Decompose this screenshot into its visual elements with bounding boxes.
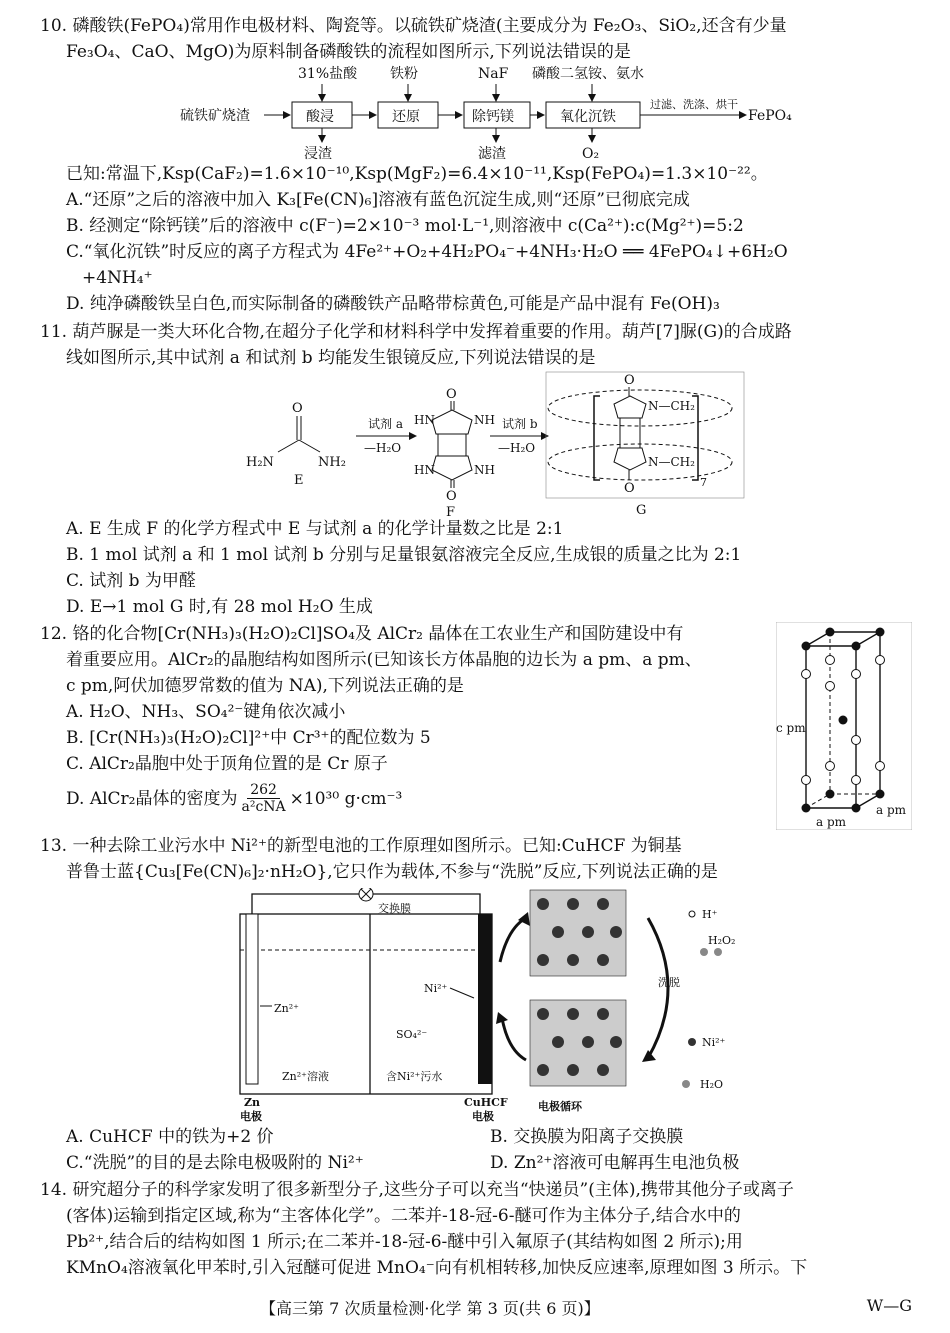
flow-step-1: 酸浸 <box>306 109 334 125</box>
svg-text:洗脱: 洗脱 <box>658 976 680 989</box>
q11-synthesis-figure <box>240 370 750 518</box>
q12-stem-line3: c pm,阿伏加德罗常数的值为 NA),下列说法正确的是 <box>66 676 464 696</box>
q13-stem-line1: 13. 一种去除工业污水中 Ni²⁺的新型电池的工作原理如图所示。已知:CuHCF 为铜基 <box>40 836 682 856</box>
q13-option-a: A. CuHCF 中的铁为+2 价 <box>66 1127 274 1147</box>
svg-text:a pm: a pm <box>816 815 847 829</box>
q14-line2: (客体)运输到指定区域,称为“主客体化学”。二苯并-18-冠-6-醚可作为主体分子,结合水中的 <box>66 1206 741 1226</box>
q14-line3: Pb²⁺,结合后的结构如图 1 所示;在二苯并-18-冠-6-醚中引入氟原子(其结构如图 2 所示);用 <box>66 1232 743 1252</box>
q13-option-c: C.“洗脱”的目的是去除电极吸附的 Ni²⁺ <box>66 1153 364 1173</box>
q12-option-b: B. [Cr(NH₃)₃(H₂O)₂Cl]²⁺中 Cr³⁺的配位数为 5 <box>66 728 431 748</box>
q12-option-c: C. AlCr₂晶胞中处于顶角位置的是 Cr 原子 <box>66 754 388 774</box>
svg-text:HN: HN <box>414 463 435 477</box>
flow-input-1: 31%盐酸 <box>298 66 358 82</box>
q11-option-b: B. 1 mol 试剂 a 和 1 mol 试剂 b 分别与足量银氨溶液完全反应,生成银的质量之比为 2:1 <box>66 545 742 565</box>
q11-stem-line2: 线如图所示,其中试剂 a 和试剂 b 均能发生银镜反应,下列说法错误的是 <box>66 348 596 368</box>
label-f: F <box>446 505 456 518</box>
flow-output-1: 浸渣 <box>304 146 332 160</box>
svg-text:NH: NH <box>474 463 495 477</box>
q14-line4: KMnO₄溶液氧化甲苯时,引入冠醚可促进 MnO₄⁻向有机相转移,加快反应速率,原理如图 3 所示。下 <box>66 1258 808 1278</box>
flow-final-op: 过滤、洗涤、烘干 <box>650 98 738 111</box>
q13-stem-line2: 普鲁士蓝{Cu₃[Fe(CN)₆]₂·nH₂O},它只作为载体,不参与“洗脱”反应,下列说法正确的是 <box>66 862 718 882</box>
q11-stem-line1: 11. 葫芦脲是一类大环化合物,在超分子化学和材料科学中发挥着重要的作用。葫芦[7]脲(G)的合成路 <box>40 322 792 342</box>
svg-text:SO₄²⁻: SO₄²⁻ <box>396 1028 428 1041</box>
svg-text:—H₂O: —H₂O <box>364 441 402 455</box>
q13-battery-figure <box>238 888 748 1124</box>
q12-unit-cell-figure <box>776 622 912 830</box>
svg-text:试剂 a: 试剂 a <box>368 417 403 431</box>
svg-text:O: O <box>292 401 303 416</box>
q11-option-c: C. 试剂 b 为甲醛 <box>66 571 196 591</box>
flow-output-3: O₂ <box>582 146 600 160</box>
label-g: G <box>636 503 647 518</box>
svg-text:CuHCF: CuHCF <box>464 1096 508 1109</box>
svg-text:Zn²⁺: Zn²⁺ <box>274 1002 299 1015</box>
svg-text:O: O <box>446 489 457 504</box>
q12-stem-line1: 12. 铬的化合物[Cr(NH₃)₃(H₂O)₂Cl]SO₄及 AlCr₂ 晶体在工农业生产和国防建设中有 <box>40 624 684 644</box>
svg-text:N—CH₂: N—CH₂ <box>648 399 695 413</box>
svg-text:NH₂: NH₂ <box>318 455 346 470</box>
q13-option-b: B. 交换膜为阳离子交换膜 <box>490 1127 684 1147</box>
flow-input-2: 铁粉 <box>390 66 418 82</box>
svg-text:Ni²⁺: Ni²⁺ <box>424 982 448 995</box>
svg-text:7: 7 <box>700 476 707 489</box>
svg-text:c pm: c pm <box>776 721 806 735</box>
svg-text:H⁺: H⁺ <box>702 908 718 921</box>
q10-known: 已知:常温下,Ksp(CaF₂)=1.6×10⁻¹⁰,Ksp(MgF₂)=6.4×10⁻¹¹,Ksp(FePO₄)=1.3×10⁻²²。 <box>66 164 768 184</box>
q13-option-d: D. Zn²⁺溶液可电解再生电池负极 <box>490 1153 740 1173</box>
q10-option-b: B. 经测定“除钙镁”后的溶液中 c(F⁻)=2×10⁻³ mol·L⁻¹,则溶液中 c(Ca²⁺):c(Mg²⁺)=5:2 <box>66 216 744 236</box>
svg-text:H₂O: H₂O <box>700 1078 724 1091</box>
q10-option-c-line1: C.“氧化沉铁”时反应的离子方程式为 4Fe²⁺+O₂+4H₂PO₄⁻+4NH₃·H₂O ══ 4FePO₄↓+6H₂O <box>66 242 788 262</box>
q10-option-c-line2: +4NH₄⁺ <box>82 268 153 288</box>
q10-stem-line2: Fe₃O₄、CaO、MgO)为原料制备磷酸铁的流程如图所示,下列说法错误的是 <box>66 42 631 62</box>
flow-step-3: 除钙镁 <box>472 109 514 125</box>
q11-option-d: D. E→1 mol G 时,有 28 mol H₂O 生成 <box>66 597 373 617</box>
svg-text:Zn²⁺溶液: Zn²⁺溶液 <box>282 1070 329 1083</box>
svg-text:O: O <box>624 481 635 496</box>
svg-text:交换膜: 交换膜 <box>378 902 411 915</box>
svg-text:—H₂O: —H₂O <box>498 441 536 455</box>
q10-stem-line1: 10. 磷酸铁(FePO₄)常用作电极材料、陶瓷等。以硫铁矿烧渣(主要成分为 Fe₂O₃、SiO₂,还含有少量 <box>40 16 787 36</box>
svg-text:含Ni²⁺污水: 含Ni²⁺污水 <box>386 1070 443 1083</box>
q10-option-a: A.“还原”之后的溶液中加入 K₃[Fe(CN)₆]溶液有蓝色沉淀生成,则“还原”已彻底完成 <box>66 190 690 210</box>
q11-option-a: A. E 生成 F 的化学方程式中 E 与试剂 a 的化学计量数之比是 2:1 <box>66 519 564 539</box>
svg-text:Zn: Zn <box>244 1096 261 1109</box>
label-e: E <box>294 473 304 488</box>
svg-text:O: O <box>446 387 457 402</box>
flow-input-4: 磷酸二氢铵、氨水 <box>532 66 644 82</box>
q12-option-a: A. H₂O、NH₃、SO₄²⁻键角依次减小 <box>66 702 346 722</box>
svg-text:HN: HN <box>414 413 435 427</box>
svg-text:a pm: a pm <box>876 803 907 817</box>
q10-flowchart <box>180 64 820 160</box>
q14-line1: 14. 研究超分子的科学家发明了很多新型分子,这些分子可以充当“快递员”(主体),携带其他分子或离子 <box>40 1180 794 1200</box>
flow-step-4: 氧化沉铁 <box>560 109 616 125</box>
svg-text:试剂 b: 试剂 b <box>502 417 538 431</box>
flow-input-3: NaF <box>478 66 509 82</box>
svg-text:N—CH₂: N—CH₂ <box>648 455 695 469</box>
footer-center: 【高三第 7 次质量检测·化学 第 3 页(共 6 页)】 <box>260 1299 600 1318</box>
footer-right: W—G <box>866 1296 912 1315</box>
svg-text:电极: 电极 <box>472 1110 494 1123</box>
svg-text:Ni²⁺: Ni²⁺ <box>702 1036 726 1049</box>
flow-step-2: 还原 <box>392 109 420 125</box>
svg-text:O: O <box>624 373 635 388</box>
svg-text:电极: 电极 <box>240 1110 262 1123</box>
q12-stem-line2: 着重要应用。AlCr₂的晶胞结构如图所示(已知该长方体晶胞的边长为 a pm、a pm、 <box>66 650 702 670</box>
flow-product: FePO₄ <box>748 108 792 124</box>
flow-start: 硫铁矿烧渣 <box>180 108 250 124</box>
svg-text:H₂O₂: H₂O₂ <box>708 934 736 947</box>
flow-output-2: 滤渣 <box>478 146 506 160</box>
q10-option-d: D. 纯净磷酸铁呈白色,而实际制备的磷酸铁产品略带棕黄色,可能是产品中混有 Fe(OH)₃ <box>66 294 720 314</box>
svg-text:H₂N: H₂N <box>246 455 274 470</box>
q12-option-d: D. AlCr₂晶体的密度为 262 a²cNA ×10³⁰ g·cm⁻³ <box>66 782 403 815</box>
svg-text:电极循环: 电极循环 <box>538 1100 582 1113</box>
svg-text:NH: NH <box>474 413 495 427</box>
